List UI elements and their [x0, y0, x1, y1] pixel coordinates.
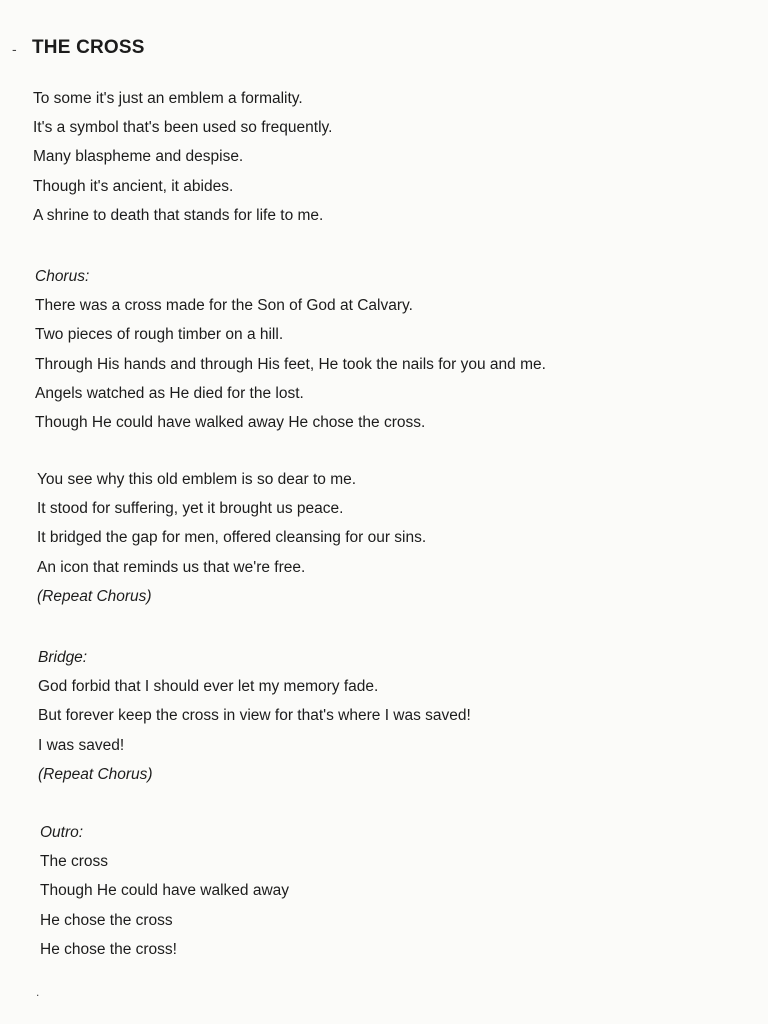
outro-label: Outro: — [40, 824, 84, 841]
bridge — [38, 643, 738, 789]
lyric-line: He chose the cross — [40, 911, 173, 929]
lyric-line: Two pieces of rough timber on a hill. — [35, 326, 284, 344]
lyric-line: Though He could have walked away — [40, 882, 290, 900]
lyric-line: You see why this old emblem is so dear to me. — [37, 471, 357, 488]
bullet-mark: - — [12, 41, 17, 57]
chorus — [35, 262, 735, 437]
lyric-line: The cross — [40, 853, 109, 871]
repeat-chorus-note: (Repeat Chorus) — [38, 765, 153, 783]
lyric-line: It bridged the gap for men, offered cleansing for our sins. — [37, 529, 427, 547]
lyric-line: There was a cross made for the Son of God at Calvary. — [35, 297, 413, 315]
bridge-label: Bridge: — [38, 649, 88, 666]
lyric-line: But forever keep the cross in view for that's where I was saved! — [38, 707, 471, 725]
verse-2 — [37, 465, 737, 611]
lyric-line: To some it's just an emblem a formality. — [33, 90, 303, 107]
lyric-line: It's a symbol that's been used so frequently. — [33, 119, 333, 137]
song-title: THE CROSS — [32, 37, 145, 58]
lyric-line: A shrine to death that stands for life to me. — [33, 206, 324, 224]
outro — [40, 818, 740, 964]
lyric-line: Many blaspheme and despise. — [33, 148, 244, 166]
lyric-line: God forbid that I should ever let my memory fade. — [38, 678, 379, 696]
lyric-line: Though He could have walked away He chose the cross. — [35, 413, 426, 431]
lyric-line: He chose the cross! — [40, 940, 177, 958]
repeat-chorus-note: (Repeat Chorus) — [37, 587, 152, 605]
verse-1 — [33, 84, 733, 230]
lyric-line: Through His hands and through His feet, He took the nails for you and me. — [35, 355, 546, 373]
lyric-line: I was saved! — [38, 736, 125, 754]
lyric-line: Though it's ancient, it abides. — [33, 177, 234, 195]
lyric-line: An icon that reminds us that we're free. — [37, 558, 306, 576]
lyric-line: It stood for suffering, yet it brought us peace. — [37, 500, 344, 518]
lyric-line: Angels watched as He died for the lost. — [35, 384, 304, 402]
scan-speck: . — [36, 985, 40, 999]
chorus-label: Chorus: — [35, 268, 90, 285]
